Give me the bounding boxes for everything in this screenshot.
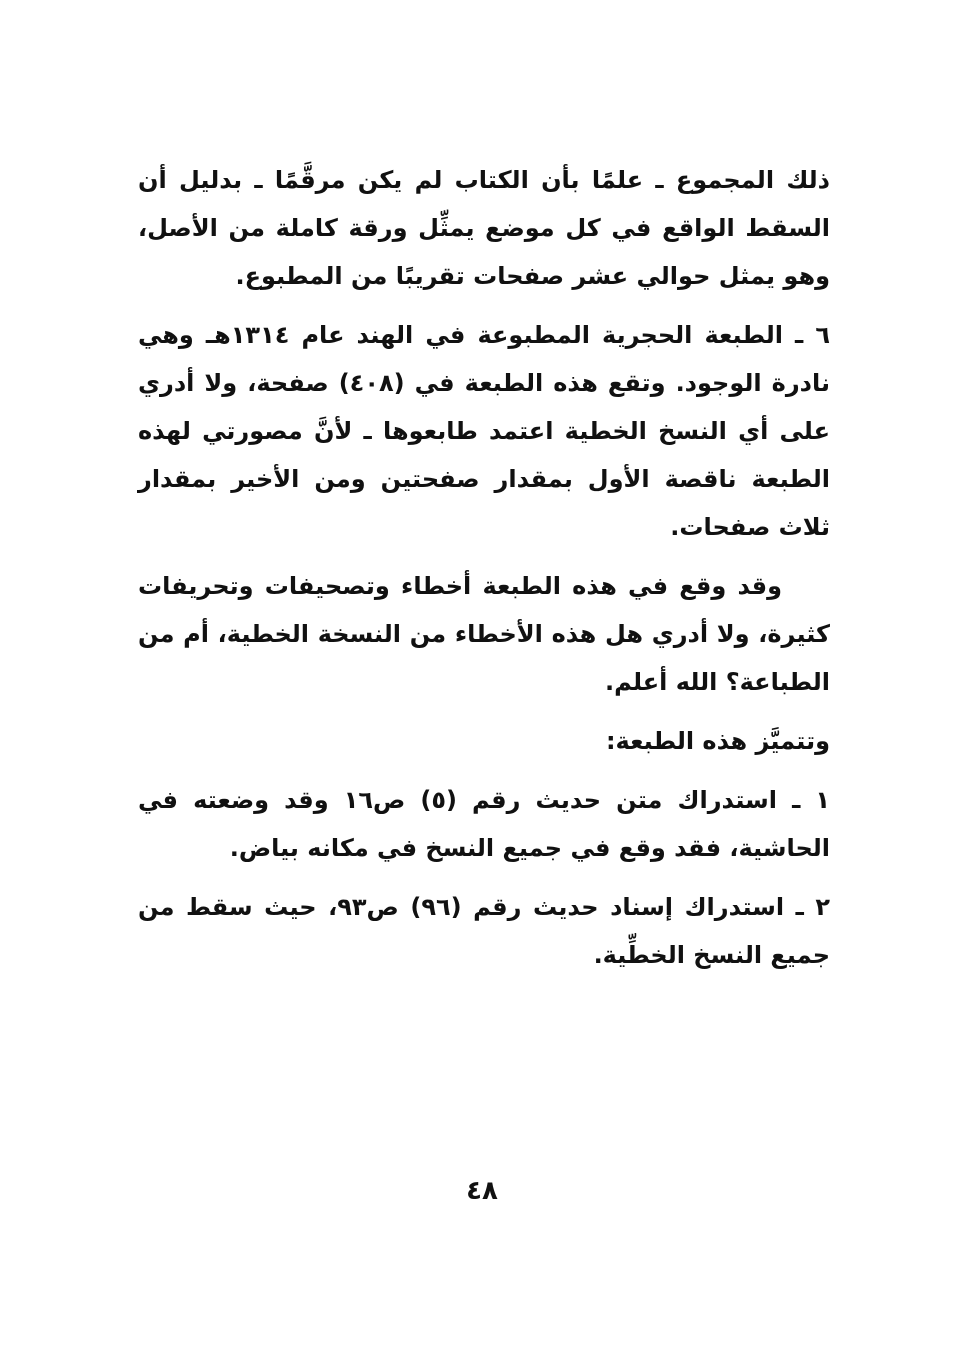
paragraph-1: ذلك المجموع ـ علمًا بأن الكتاب لم يكن مرقَّمًا ـ بدليل أن السقط الواقع في كل موضع يمثِّل ورقة كاملة من الأصل، وهو يمثل حوالي عشر صفحات تقريبًا من المطبوع. [138, 166, 830, 290]
paragraph-3: وقد وقع في هذه الطبعة أخطاء وتصحيفات وتحريفات كثيرة، ولا أدري هل هذه الأخطاء من النسخة الخطية، أم من الطباعة؟ الله أعلم. [138, 572, 830, 696]
list-item-2: ٢ ـ استدراك إسناد حديث رقم (٩٦) ص٩٣، حيث سقط من جميع النسخ الخطِّية. [138, 893, 831, 969]
body-text [138, 156, 830, 990]
list-item-1: ١ ـ استدراك متن حديث رقم (٥) ص١٦ وقد وضعته في الحاشية، فقد وقع في جميع النسخ في مكانه بياض. [138, 786, 830, 862]
section-heading: وتتميَّز هذه الطبعة: [605, 727, 830, 755]
page-number: ٤٨ [466, 1176, 498, 1206]
paragraph-2: ٦ ـ الطبعة الحجرية المطبوعة في الهند عام ١٣١٤هـ وهي نادرة الوجود. وتقع هذه الطبعة في (٤٠٨) صفحة، ولا أدري على أي النسخ الخطية اعتمد طابعوها ـ لأنَّ مصورتي لهذه الطبعة ناقصة الأول بمقدار صفحتين ومن الأخير بمقدار ثلاث صفحات. [138, 321, 831, 541]
